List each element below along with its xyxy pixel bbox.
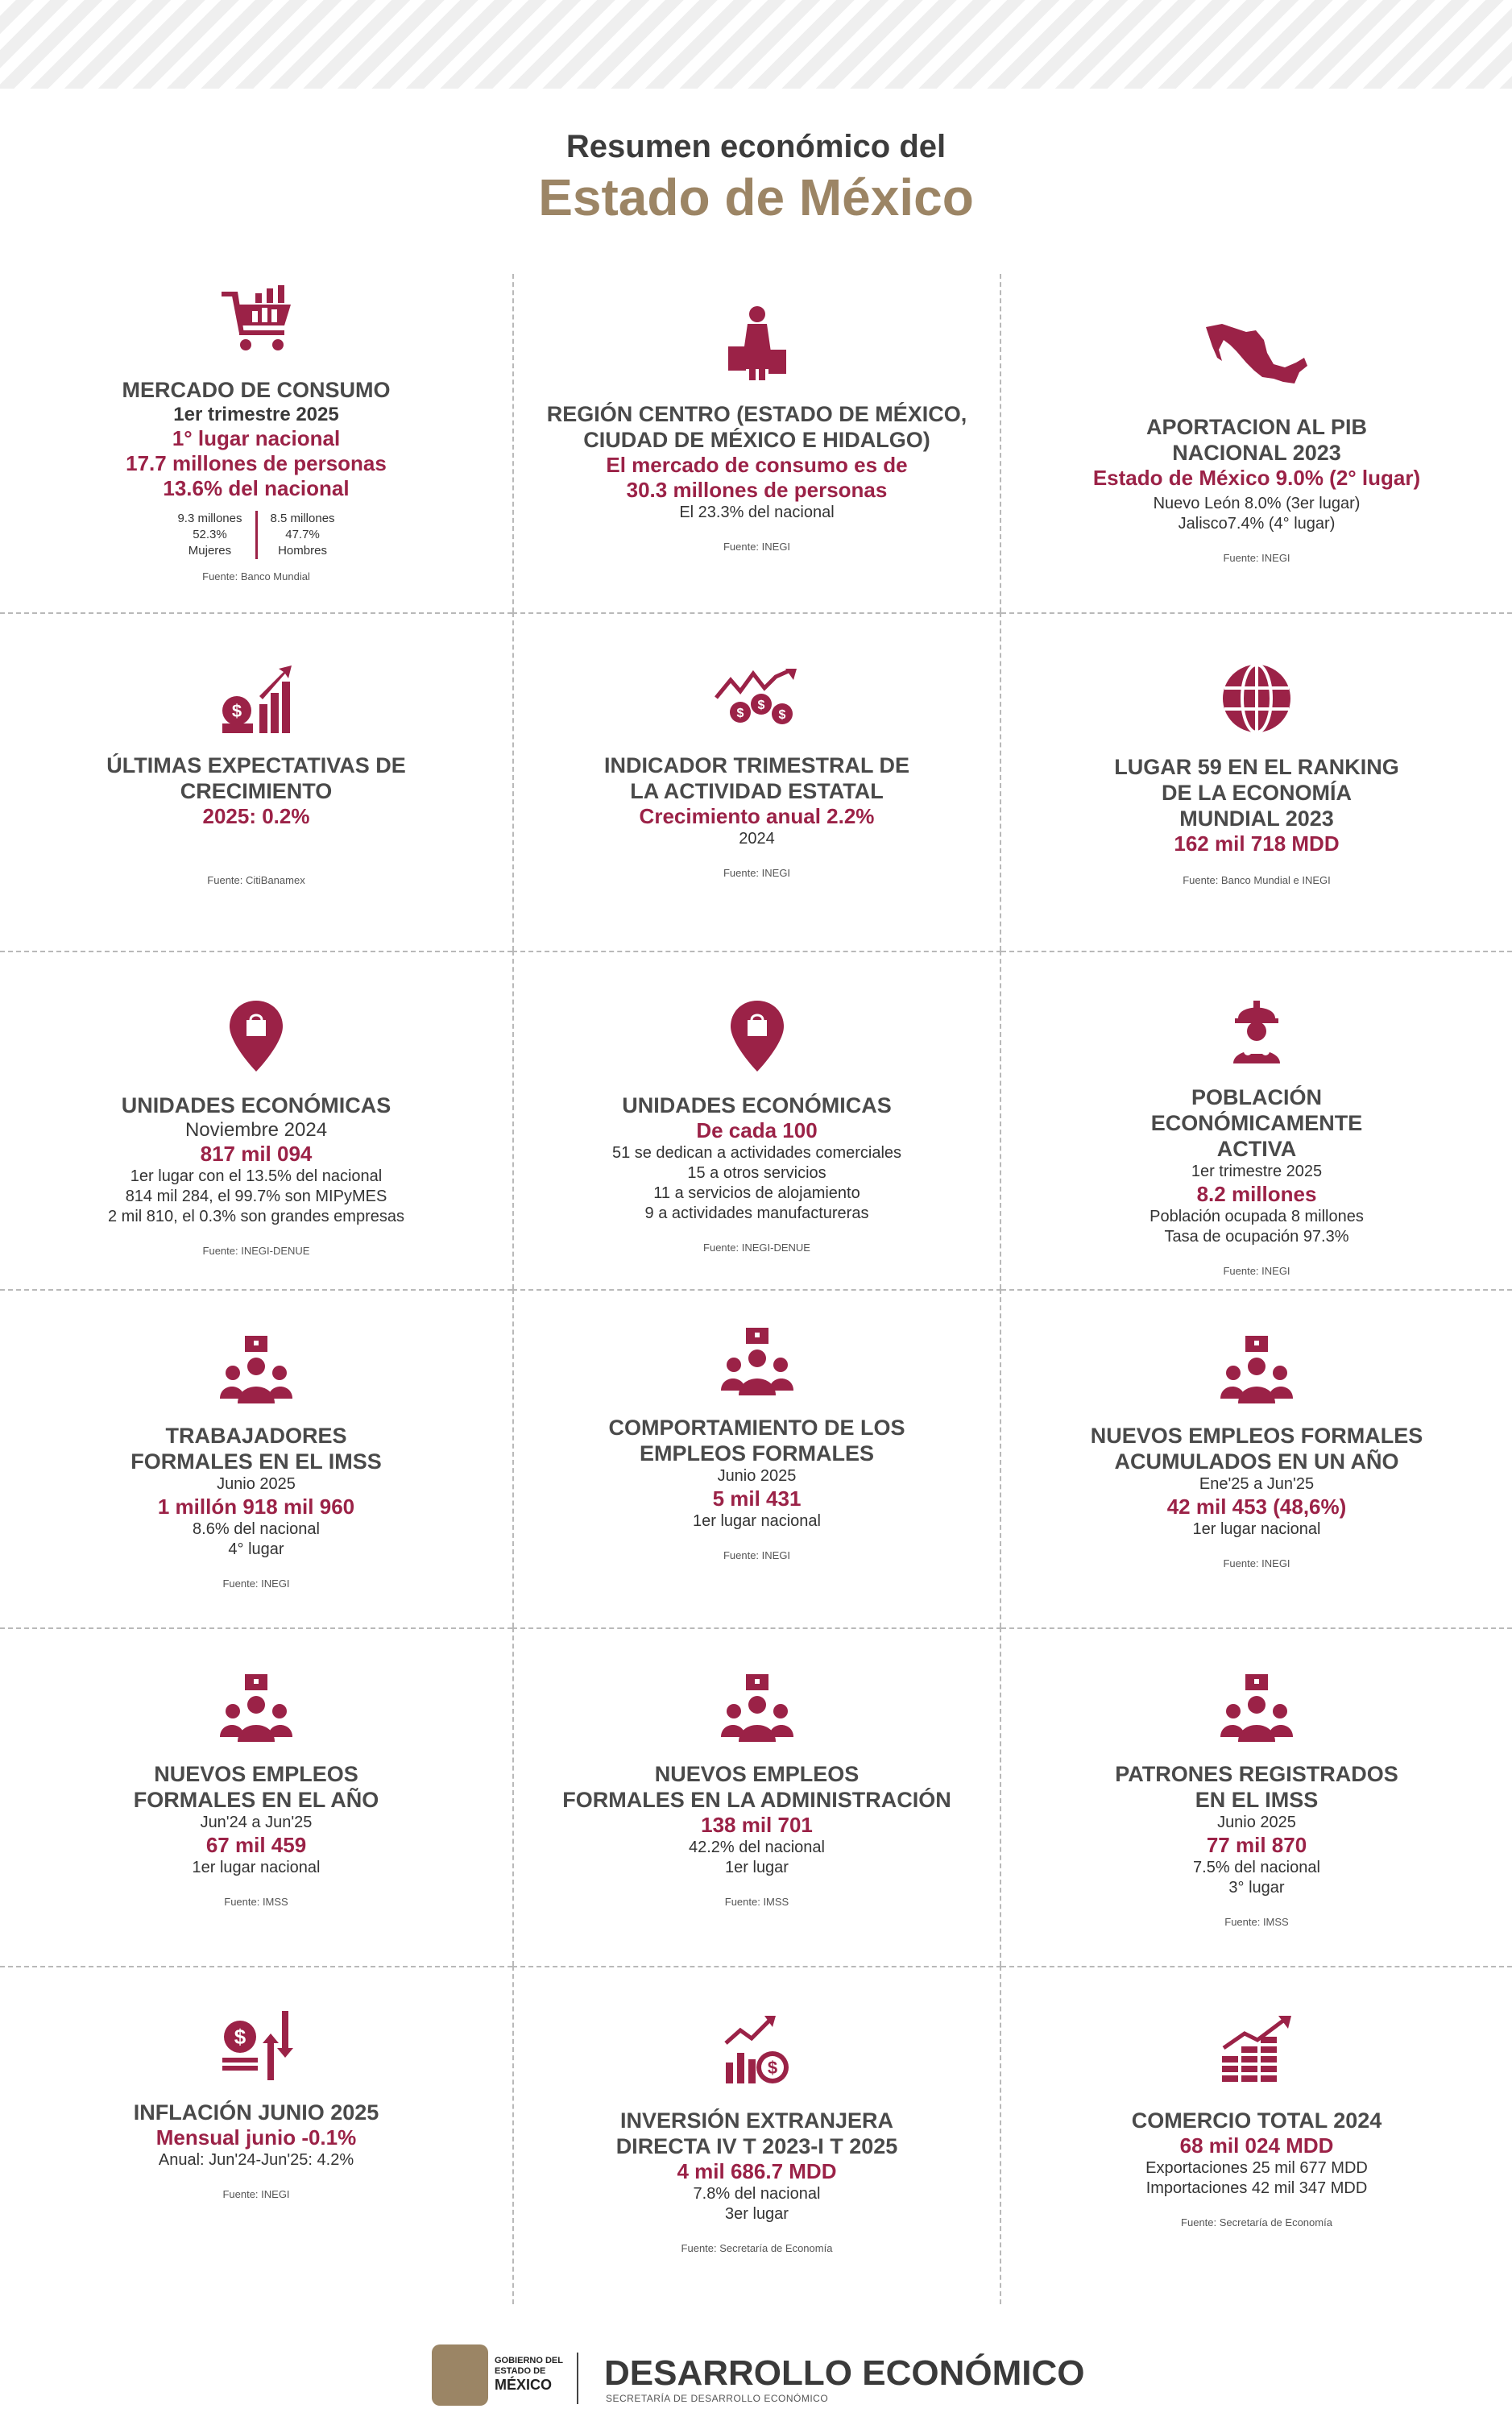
card-sub: Jun'24 a Jun'25	[200, 1814, 313, 1831]
card-unidades-economicas-1	[0, 951, 512, 1289]
card-detail-3: 11 a servicios de alojamiento	[653, 1184, 860, 1202]
card-detail-1: 7.5% del nacional	[1193, 1859, 1320, 1876]
card-patrones-registrados	[1001, 1627, 1512, 1966]
card-source: Fuente: INEGI	[723, 867, 791, 879]
card-title-2: FORMALES EN LA ADMINISTRACIÓN	[562, 1788, 951, 1812]
women-pct: 52.3%	[193, 528, 227, 541]
svg-text:$: $	[778, 708, 785, 722]
card-detail-1: Población ocupada 8 millones	[1150, 1208, 1364, 1225]
card-highlight: 5 mil 431	[712, 1486, 802, 1511]
card-source: Fuente: INEGI	[1223, 1557, 1290, 1569]
card-detail-2: Tasa de ocupación 97.3%	[1164, 1228, 1349, 1246]
card-title-1: POBLACIÓN	[1191, 1085, 1322, 1109]
card-sub: 1er trimestre 2025	[1191, 1163, 1323, 1180]
card-title-1: INVERSIÓN EXTRANJERA	[619, 2108, 894, 2133]
card-source: Fuente: Secretaría de Economía	[681, 2242, 833, 2254]
card-sub: Junio 2025	[717, 1467, 797, 1485]
card-period: 1er trimestre 2025	[173, 404, 339, 425]
card-title-2: EMPLEOS FORMALES	[639, 1441, 874, 1466]
gov-line-3: MÉXICO	[495, 2377, 553, 2393]
card-source: Fuente: INEGI	[222, 1577, 290, 1590]
globe-icon	[1220, 662, 1293, 735]
money-trend-icon	[713, 669, 802, 733]
card-highlight-2: 30.3 millones de personas	[626, 478, 888, 502]
card-highlight: 17.7 millones de personas	[126, 451, 387, 475]
card-detail-2: Jalisco7.4% (4° lugar)	[1178, 515, 1336, 533]
card-detail-4: 9 a actividades manufactureras	[644, 1204, 869, 1222]
card-indicador-trimestral	[512, 612, 1001, 951]
workers-group-icon	[220, 1673, 292, 1742]
indicator-grid	[0, 274, 1512, 2304]
card-source: Fuente: INEGI	[222, 2188, 290, 2200]
card-title: COMERCIO TOTAL 2024	[1131, 2108, 1382, 2133]
card-title: MERCADO DE CONSUMO	[122, 378, 391, 402]
card-title-2: FORMALES EN EL AÑO	[133, 1788, 379, 1812]
gov-line-1: GOBIERNO DEL	[495, 2356, 563, 2365]
card-title-1: LUGAR 59 EN EL RANKING	[1114, 755, 1399, 779]
card-rank: 1° lugar nacional	[172, 426, 341, 450]
card-detail: El 23.3% del nacional	[679, 504, 835, 521]
card-title-1: NUEVOS EMPLEOS FORMALES	[1090, 1424, 1423, 1448]
footer	[0, 2344, 1512, 2417]
card-title: UNIDADES ECONÓMICAS	[622, 1093, 892, 1117]
card-unidades-economicas-2	[512, 951, 1001, 1289]
card-detail: Anual: Jun'24-Jun'25: 4.2%	[158, 2151, 354, 2169]
location-bag-icon	[228, 999, 284, 1073]
investment-chart-icon	[721, 2016, 793, 2088]
card-title-2: ECONÓMICAMENTE	[1150, 1111, 1363, 1135]
card-source: Fuente: INEGI-DENUE	[703, 1242, 810, 1254]
card-source: Fuente: IMSS	[724, 1896, 789, 1908]
card-source: Fuente: INEGI-DENUE	[202, 1245, 310, 1257]
title-line2: Estado de México	[538, 168, 974, 226]
card-detail-1: 51 se dedican a actividades comerciales	[611, 1144, 902, 1162]
men-count: 8.5 millones	[270, 512, 335, 525]
card-inflacion	[0, 1966, 512, 2304]
women-count: 9.3 millones	[177, 512, 242, 525]
card-share: 13.6% del nacional	[163, 476, 350, 500]
card-highlight: 2025: 0.2%	[202, 804, 310, 828]
card-title-1: COMPORTAMIENTO DE LOS	[608, 1416, 905, 1440]
card-title-2: ACUMULADOS EN UN AÑO	[1114, 1449, 1399, 1474]
card-source: Fuente: IMSS	[1224, 1916, 1289, 1928]
card-detail-1: 42.2% del nacional	[688, 1839, 825, 1856]
worker-icon	[1228, 996, 1285, 1065]
card-title-1: NUEVOS EMPLEOS	[154, 1762, 358, 1786]
growth-money-icon	[217, 664, 295, 733]
card-detail-1: Nuevo León 8.0% (3er lugar)	[1153, 495, 1361, 512]
card-detail: 1er lugar nacional	[693, 1512, 821, 1530]
department-subtitle: SECRETARÍA DE DESARROLLO ECONÓMICO	[606, 2393, 829, 2404]
card-detail-1: 7.8% del nacional	[693, 2185, 821, 2203]
svg-text:$: $	[234, 2025, 246, 2049]
card-title-2: CIUDAD DE MÉXICO E HIDALGO)	[583, 428, 930, 452]
card-title-2: DIRECTA IV T 2023-I T 2025	[615, 2134, 898, 2158]
card-poblacion-activa	[1001, 951, 1512, 1289]
card-nuevos-empleos-administracion	[512, 1627, 1001, 1966]
card-source: Fuente: INEGI	[1223, 552, 1290, 564]
card-highlight: Estado de México 9.0% (2° lugar)	[1092, 466, 1421, 490]
svg-text:$: $	[757, 699, 764, 712]
card-detail-2: 4° lugar	[228, 1540, 284, 1558]
card-source: Fuente: Banco Mundial e INEGI	[1183, 874, 1331, 886]
government-logo-text	[495, 2356, 563, 2393]
workers-group-icon	[721, 1326, 793, 1395]
card-source: Fuente: INEGI	[1223, 1265, 1290, 1277]
card-detail: 1er lugar nacional	[1192, 1520, 1321, 1538]
title-line1: Resumen económico del	[565, 129, 947, 164]
card-comercio-total	[1001, 1966, 1512, 2304]
svg-text:$: $	[736, 707, 744, 720]
card-detail: 1er lugar nacional	[192, 1859, 321, 1876]
card-highlight: 162 mil 718 MDD	[1174, 831, 1340, 856]
card-title: INFLACIÓN JUNIO 2025	[133, 2100, 379, 2125]
inflation-icon	[217, 2011, 295, 2080]
card-source: Fuente: Secretaría de Economía	[1181, 2216, 1332, 2228]
card-detail: 2024	[739, 830, 775, 848]
card-title-1: PATRONES REGISTRADOS	[1115, 1762, 1398, 1786]
card-highlight: 138 mil 701	[701, 1813, 813, 1837]
card-title-2: CRECIMIENTO	[180, 779, 333, 803]
card-detail-2: 814 mil 284, el 99.7% son MIPyMES	[125, 1188, 387, 1205]
page-title	[0, 127, 1512, 229]
card-sub: Junio 2025	[1217, 1814, 1296, 1831]
card-source: Fuente: INEGI	[723, 541, 791, 553]
card-highlight: 77 mil 870	[1206, 1833, 1307, 1857]
card-title-2: EN EL IMSS	[1195, 1788, 1319, 1812]
card-detail-1: 8.6% del nacional	[193, 1520, 320, 1538]
workers-group-icon	[220, 1334, 292, 1403]
card-title-1: ÚLTIMAS EXPECTATIVAS DE	[106, 753, 406, 777]
women-label: Mujeres	[188, 544, 232, 558]
card-title-1: APORTACION AL PIB	[1145, 415, 1367, 439]
card-highlight: Mensual junio -0.1%	[155, 2125, 357, 2150]
card-aportacion-pib	[1001, 274, 1512, 612]
state-seal-logo	[432, 2344, 488, 2406]
card-comportamiento-empleos	[512, 1289, 1001, 1627]
card-title-1: REGIÓN CENTRO (ESTADO DE MÉXICO,	[546, 402, 967, 426]
shopping-cart-icon	[220, 285, 292, 358]
women-stats	[164, 511, 255, 559]
card-detail-2: 1er lugar	[725, 1859, 789, 1876]
department-title: DESARROLLO ECONÓMICO	[604, 2353, 1085, 2393]
card-highlight: 42 mil 453 (48,6%)	[1166, 1495, 1347, 1519]
header-pattern	[0, 0, 1512, 89]
men-label: Hombres	[278, 544, 327, 558]
card-title-2: NACIONAL 2023	[1172, 441, 1341, 465]
card-detail-2: Importaciones 42 mil 347 MDD	[1145, 2179, 1368, 2197]
men-pct: 47.7%	[285, 528, 320, 541]
card-sub: Ene'25 a Jun'25	[1199, 1475, 1315, 1493]
card-trabajadores-imss	[0, 1289, 512, 1627]
workers-group-icon	[1220, 1673, 1293, 1742]
card-highlight: Crecimiento anual 2.2%	[639, 804, 875, 828]
card-highlight: 817 mil 094	[200, 1142, 313, 1166]
card-expectativas	[0, 612, 512, 951]
card-highlight: 4 mil 686.7 MDD	[677, 2159, 837, 2183]
card-title: UNIDADES ECONÓMICAS	[121, 1093, 391, 1117]
card-source: Fuente: INEGI	[723, 1549, 791, 1561]
card-mercado-consumo	[0, 274, 512, 612]
card-highlight: 1 millón 918 mil 960	[157, 1495, 355, 1519]
svg-text:$: $	[767, 2058, 777, 2078]
card-highlight-1: El mercado de consumo es de	[606, 453, 908, 477]
card-detail-3: 2 mil 810, el 0.3% son grandes empresas	[108, 1208, 404, 1225]
gov-line-2: ESTADO DE	[495, 2366, 546, 2376]
footer-divider	[577, 2353, 578, 2404]
card-title-2: DE LA ECONOMÍA	[1162, 781, 1352, 805]
card-highlight: De cada 100	[696, 1118, 818, 1142]
card-source: Fuente: IMSS	[224, 1896, 288, 1908]
card-title-1: NUEVOS EMPLEOS	[654, 1762, 860, 1786]
workers-group-icon	[1220, 1334, 1293, 1403]
card-nuevos-empleos-acumulados	[1001, 1289, 1512, 1627]
card-highlight: 68 mil 024 MDD	[1179, 2133, 1334, 2158]
mexico-map-icon	[1204, 322, 1309, 395]
gender-split	[164, 511, 347, 559]
card-title-3: MUNDIAL 2023	[1179, 806, 1334, 831]
workers-group-icon	[721, 1673, 793, 1742]
card-ranking-mundial	[1001, 612, 1512, 951]
svg-text:$: $	[231, 701, 242, 721]
card-source: Fuente: CitiBanamex	[207, 874, 305, 886]
card-title-1: INDICADOR TRIMESTRAL DE	[603, 753, 909, 777]
card-title-1: TRABAJADORES	[165, 1424, 347, 1448]
card-region-centro	[512, 274, 1001, 612]
card-highlight: 8.2 millones	[1196, 1182, 1317, 1206]
card-detail-1: Exportaciones 25 mil 677 MDD	[1145, 2159, 1368, 2177]
card-title-3: ACTIVA	[1216, 1137, 1297, 1161]
card-nuevos-empleos-anio	[0, 1627, 512, 1966]
men-stats	[258, 511, 348, 559]
card-sub: Noviembre 2024	[184, 1119, 328, 1141]
card-inversion-extranjera	[512, 1966, 1001, 2304]
trade-growth-icon	[1220, 2016, 1293, 2088]
card-detail-2: 3° lugar	[1228, 1879, 1285, 1897]
card-sub: Junio 2025	[217, 1475, 296, 1493]
card-source: Fuente: Banco Mundial	[202, 570, 310, 582]
shopping-person-icon	[725, 305, 789, 382]
card-title-2: FORMALES EN EL IMSS	[130, 1449, 382, 1474]
card-detail-2: 3er lugar	[725, 2205, 789, 2223]
card-highlight: 67 mil 459	[205, 1833, 307, 1857]
card-detail-1: 1er lugar con el 13.5% del nacional	[130, 1167, 383, 1185]
card-detail-2: 15 a otros servicios	[687, 1164, 826, 1182]
location-bag-icon	[729, 999, 785, 1073]
card-title-2: LA ACTIVIDAD ESTATAL	[630, 779, 884, 803]
